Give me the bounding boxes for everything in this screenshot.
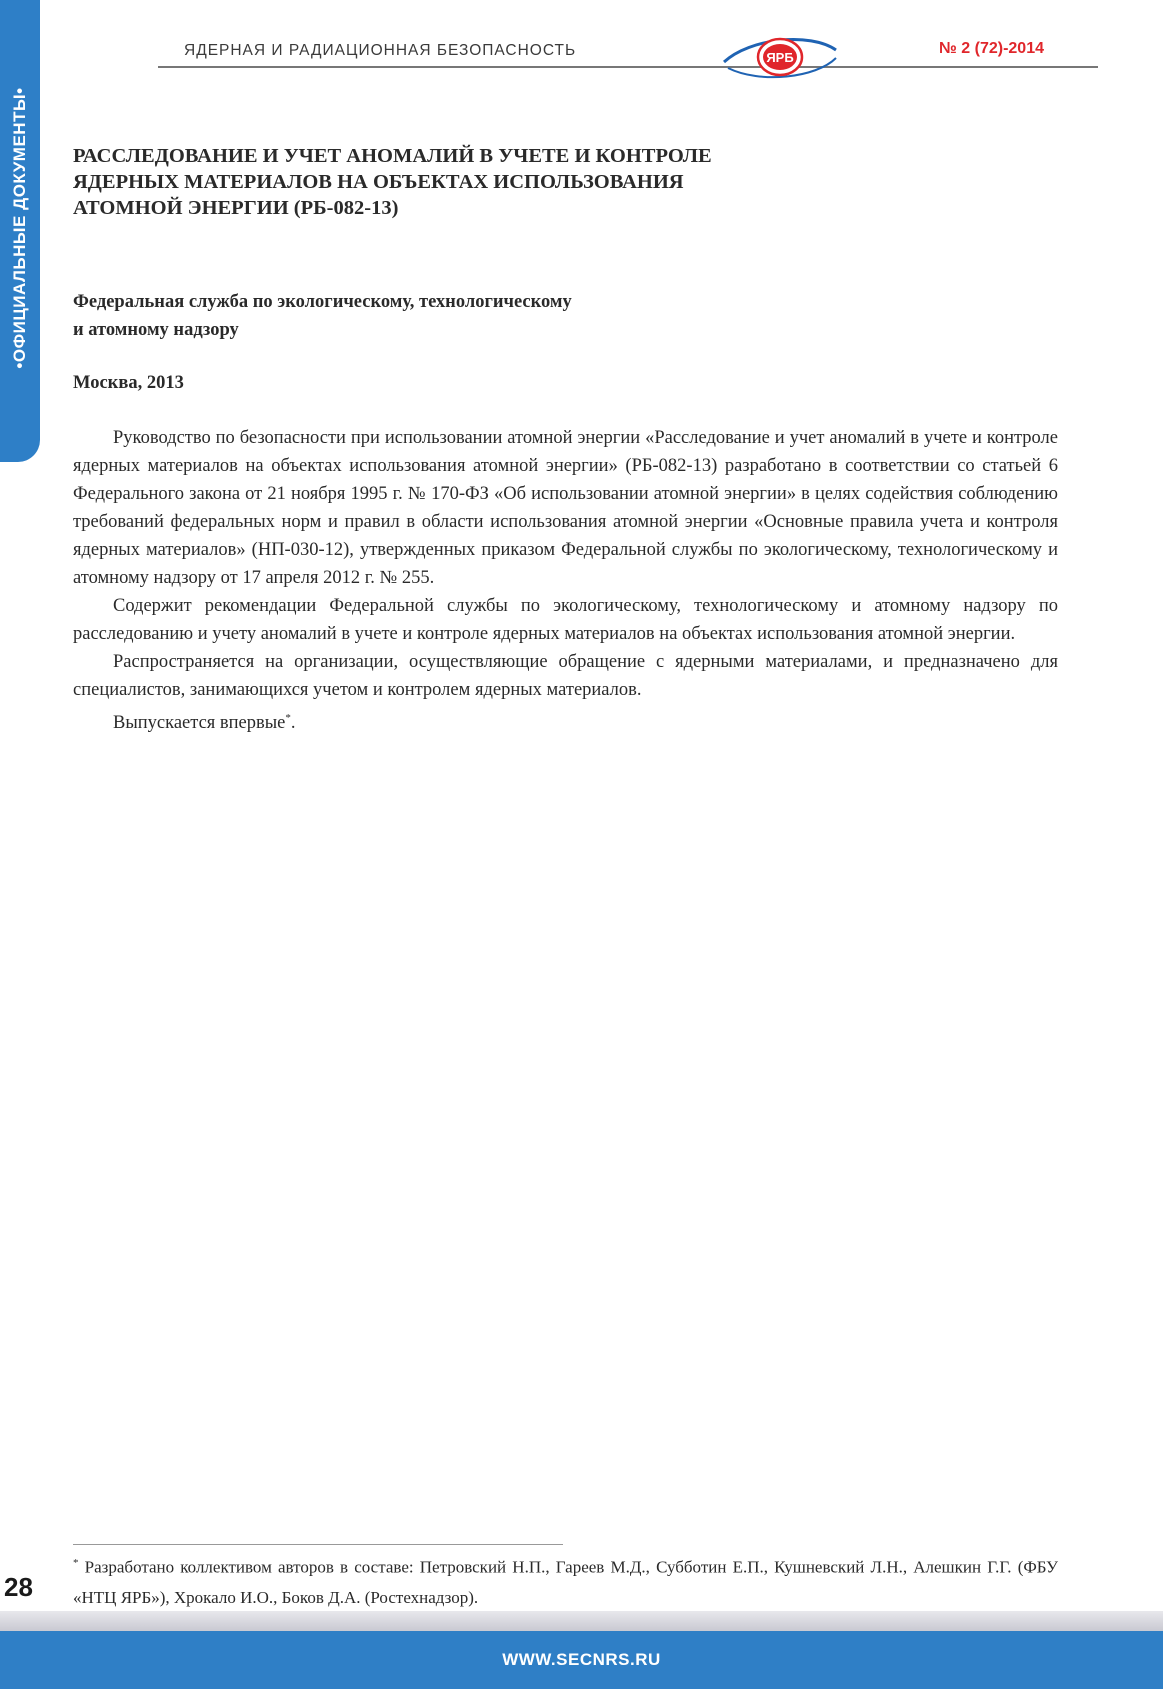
footer-url-link[interactable]: WWW.SECNRS.RU [502,1650,661,1669]
header-rule [158,66,1098,68]
footnote-reference[interactable]: * [285,712,291,724]
document-title [73,143,813,221]
title-line: РАССЛЕДОВАНИЕ И УЧЕТ АНОМАЛИЙ В УЧЕТЕ И КОНТРОЛЕ [73,145,712,167]
page-number: 28 [4,1572,33,1602]
document-body [73,424,1058,737]
logo-text: ЯРБ [766,50,794,65]
paragraph: Содержит рекомендации Федеральной службы по экологическому, технологическому и атомному надзору по расследованию и учету аномалий в учете и контроле ядерных материалов на объектах использования атомной энергии. [73,596,1058,644]
issue-number: № 2 (72)-2014 [939,40,1044,57]
journal-logo-icon [720,28,840,82]
paragraph: Распространяется на организации, осуществляющие обращение с ядерными материалами, и предназначено для специалистов, занимающихся учетом и контролем ядерных материалов. [73,652,1058,700]
paragraph: Руководство по безопасности при использовании атомной энергии «Расследование и учет аномалий в учете и контроле ядерных материалов на объектах использования атомной энергии» (РБ-082-13) разработано в соответствии со статьей 6 Федерального закона от 21 ноября 1995 г. № 170-ФЗ «Об использовании атомной энергии» в целях содействия соблюдению требований федеральных норм и правил в области использования атомной энергии «Основные правила учета и контроля ядерных материалов» (НП-030-12), утвержденных приказом Федеральной службы по экологическому, технологическому и атомному надзору от 17 апреля 2012 г. № 255. [73,428,1058,588]
running-header [60,36,1044,76]
footnote-rule [73,1544,563,1545]
journal-title: ЯДЕРНАЯ И РАДИАЦИОННАЯ БЕЗОПАСНОСТЬ [184,42,577,59]
footnote-paragraph [73,1548,1058,1613]
section-tab-label: •ОФИЦИАЛЬНЫЕ ДОКУМЕНТЫ• [10,87,29,369]
issuer [73,288,813,344]
paragraph-text: Выпускается впервые [113,713,286,734]
title-line: ЯДЕРНЫХ МАТЕРИАЛОВ НА ОБЪЕКТАХ ИСПОЛЬЗОВАНИЯ [73,171,684,193]
footnote [73,1548,1058,1613]
title-line: АТОМНОЙ ЭНЕРГИИ (РБ-082-13) [73,197,399,219]
issuer-line: Федеральная служба по экологическому, технологическому [73,292,572,312]
paragraph-with-footnote-ref: Выпускается впервые*. [113,712,296,734]
footnote-mark: * [73,1557,79,1569]
place-year: Москва, 2013 [73,373,184,393]
section-tab [0,0,40,462]
footer-band [0,1611,1163,1631]
issuer-line: и атомному надзору [73,320,239,340]
footnote-text: Разработано коллективом авторов в составе: Петровский Н.П., Гареев М.Д., Субботин Е.П., Кушневский Л.Н., Алешкин Г.Г. (ФБУ «НТЦ ЯРБ»), Хрокало И.О., Боков Д.А. (Ростехнадзор). [73,1557,1059,1607]
